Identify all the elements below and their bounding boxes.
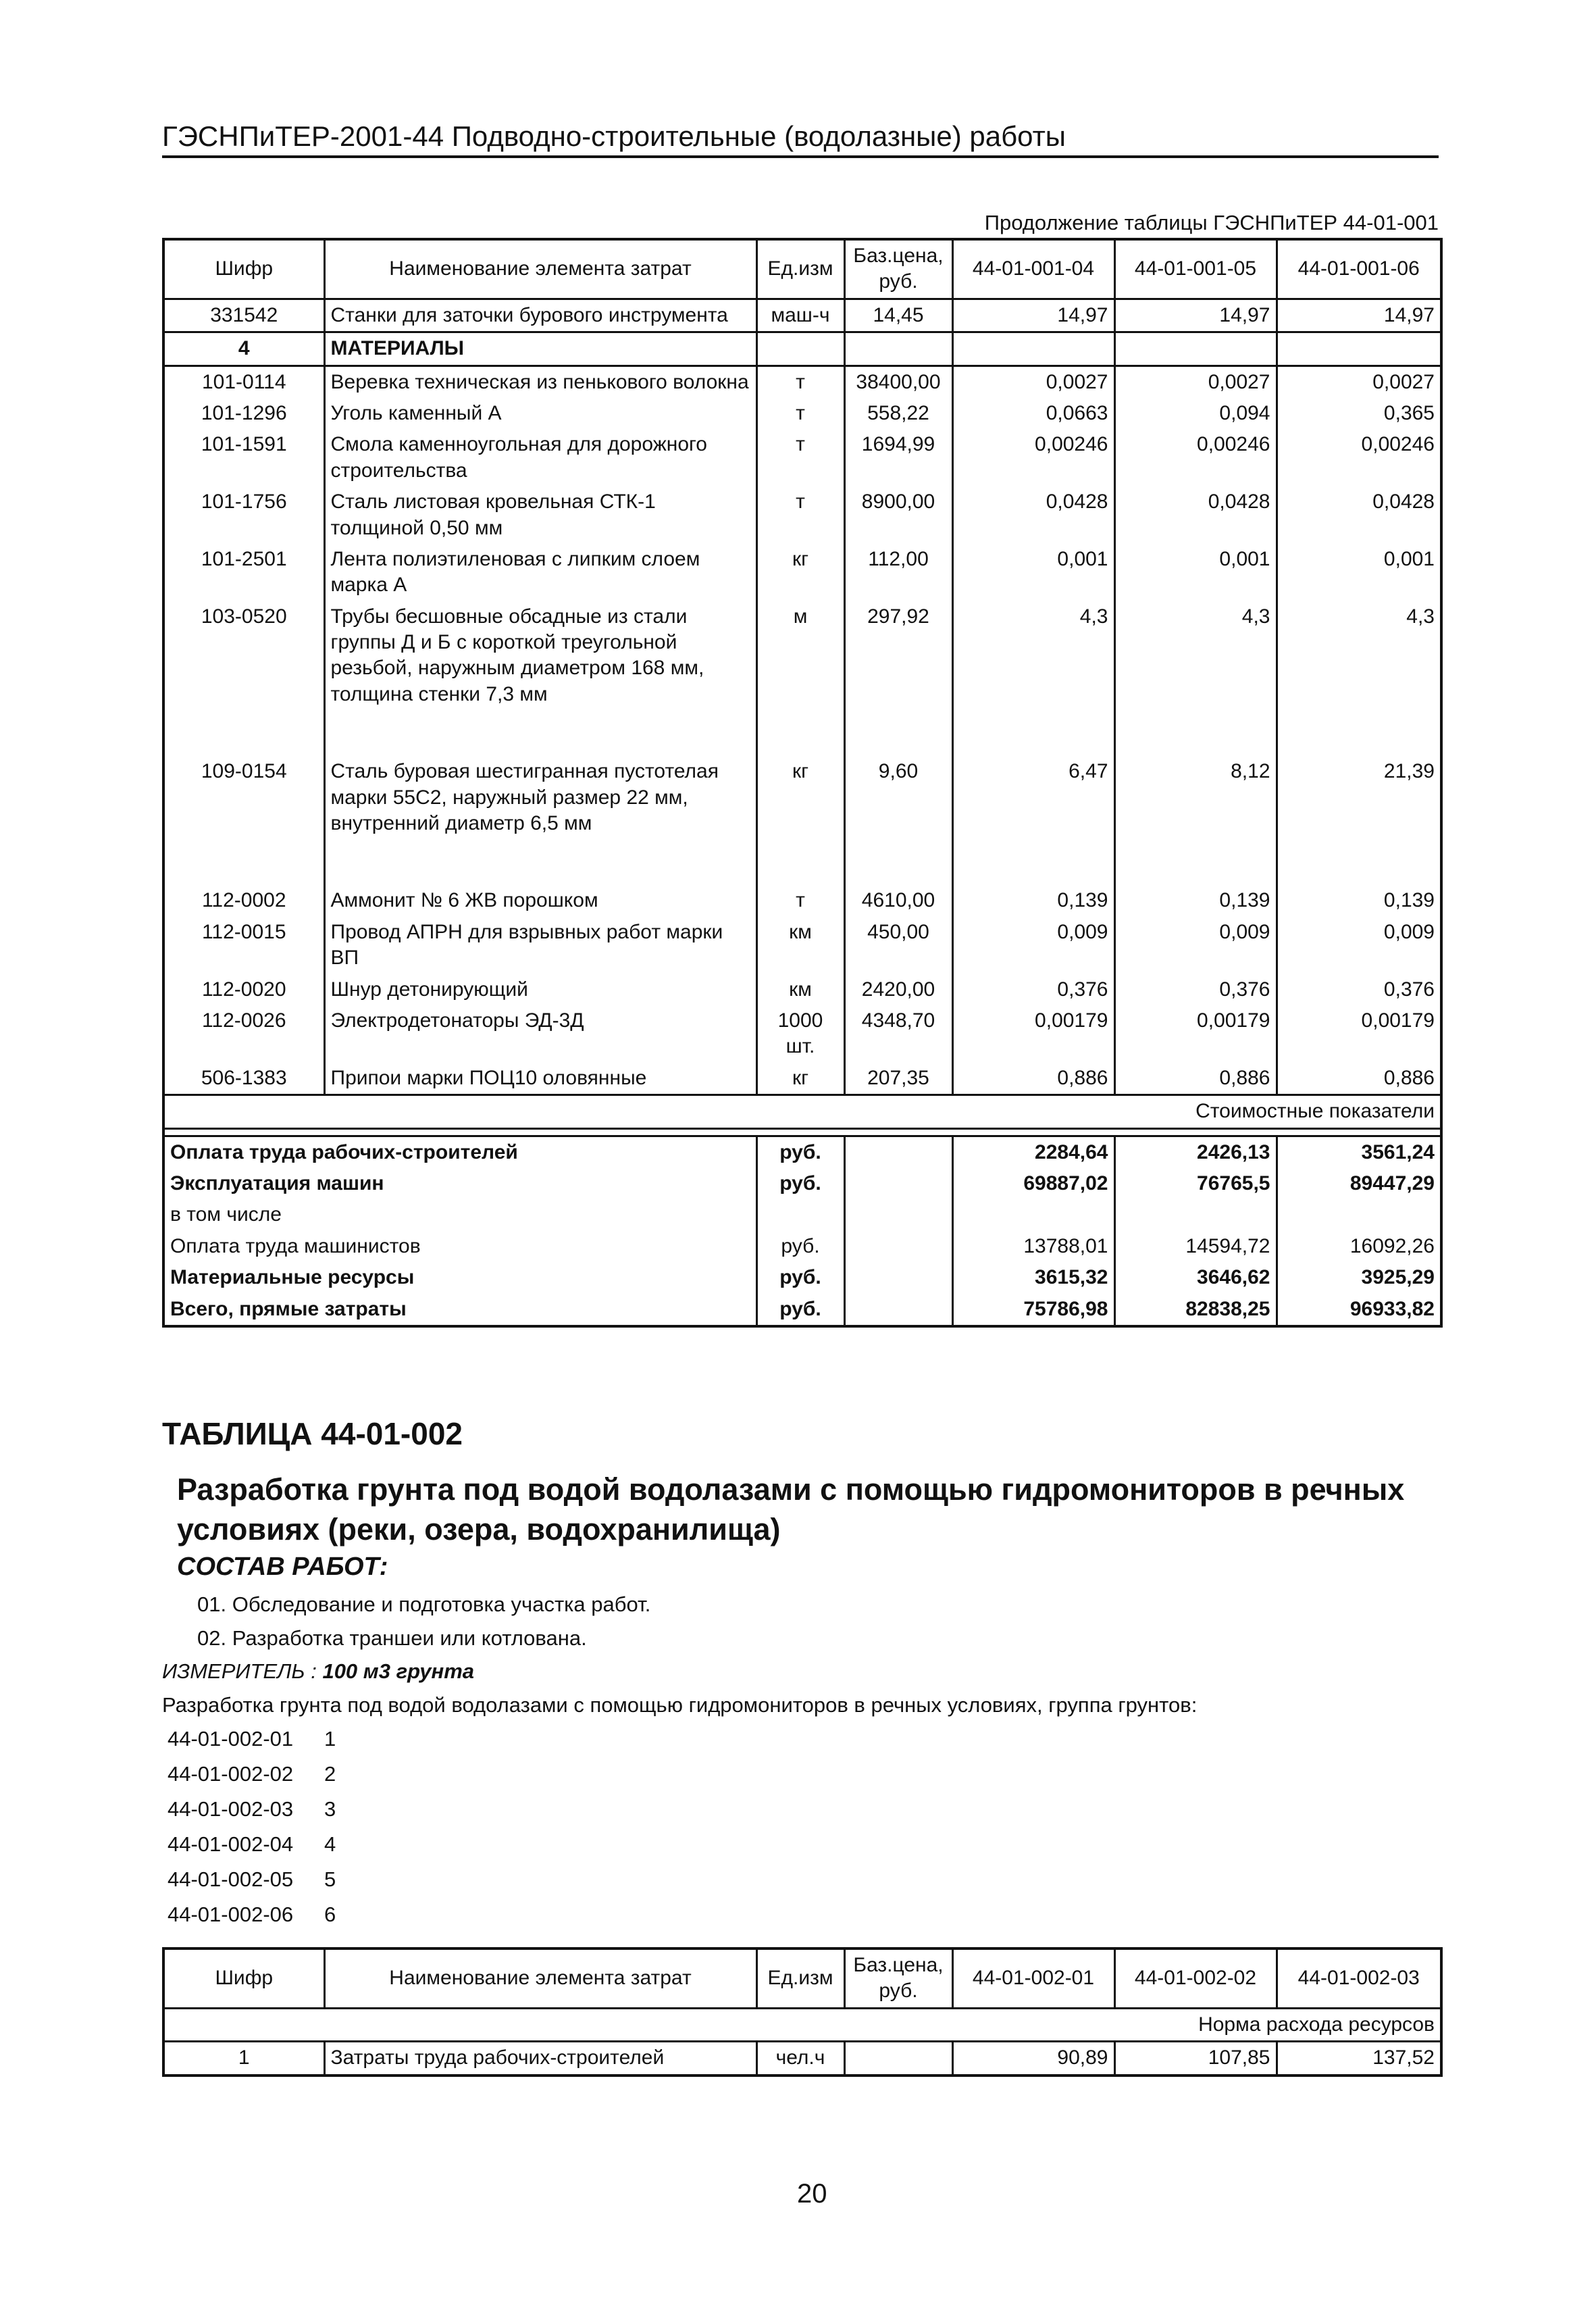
name-cell: Электродетонаторы ЭД-3Д	[324, 1005, 756, 1063]
name-cell: Сталь буровая шестигранная пустотелая марки 55С2, наружный размер 22 мм, внутренний диаметр 6,5 мм	[324, 756, 756, 839]
cost-name-cell: Оплата труда машинистов	[163, 1231, 756, 1262]
value-cell: 0,886	[1114, 1063, 1277, 1095]
measure-line	[162, 1659, 474, 1684]
unit-cell: т	[756, 885, 844, 916]
empty-cell	[844, 1199, 952, 1230]
cost-row	[163, 1168, 1441, 1199]
price-cell: 9,60	[844, 756, 952, 839]
resource-table-44-01-002	[162, 1947, 1443, 2077]
table-title: ТАБЛИЦА 44-01-002	[162, 1416, 463, 1451]
name-cell: Затраты труда рабочих-строителей	[324, 2042, 756, 2076]
code-cell: 103-0520	[163, 601, 324, 711]
unit-cell: т	[756, 486, 844, 544]
cost-row	[163, 1136, 1441, 1168]
table-row	[163, 601, 1441, 711]
empty-cell	[163, 1128, 1441, 1136]
cost-header-row	[163, 1095, 1441, 1128]
code: 44-01-002-05	[168, 1867, 294, 1891]
resource-table-44-01-001	[162, 238, 1443, 1328]
value-cell	[952, 332, 1114, 366]
value-cell: 4,3	[952, 601, 1114, 711]
value-cell: 0,001	[1277, 544, 1441, 601]
page-header: ГЭСНПиТЕР-2001-44 Подводно-строительные (водолазные) работы	[162, 120, 1439, 158]
table-row	[163, 756, 1441, 839]
value-cell: 6,47	[952, 756, 1114, 839]
name-cell: Станки для заточки бурового инструмента	[324, 299, 756, 332]
column-header: Шифр	[163, 239, 324, 299]
column-header: 44-01-001-04	[952, 239, 1114, 299]
column-header: 44-01-002-01	[952, 1948, 1114, 2008]
value-cell: 0,0027	[1277, 366, 1441, 398]
empty-cell	[324, 839, 756, 885]
name-cell: Лента полиэтиленовая с липким слоем марка А	[324, 544, 756, 601]
work-item: 01. Обследование и подготовка участка работ.	[197, 1592, 651, 1616]
code: 44-01-002-03	[168, 1797, 294, 1821]
empty-cell	[756, 839, 844, 885]
column-header: Ед.изм	[756, 1948, 844, 2008]
empty-cell	[1277, 710, 1441, 756]
value-cell: 0,886	[952, 1063, 1114, 1095]
price-cell: 2420,00	[844, 974, 952, 1005]
unit-cell: руб.	[756, 1231, 844, 1262]
soil-group: 5	[324, 1867, 336, 1891]
value-cell: 0,001	[952, 544, 1114, 601]
empty-cell	[163, 839, 324, 885]
value-cell: 69887,02	[952, 1168, 1114, 1199]
code-list	[168, 1727, 336, 1938]
code-cell: 4	[163, 332, 324, 366]
value-cell: 14,97	[952, 299, 1114, 332]
price-cell: 4610,00	[844, 885, 952, 916]
column-header: Шифр	[163, 1948, 324, 2008]
value-cell: 0,00179	[1114, 1005, 1277, 1063]
empty-cell	[844, 1262, 952, 1293]
norm-header-row	[163, 2008, 1441, 2041]
code-cell: 112-0020	[163, 974, 324, 1005]
value-cell: 3561,24	[1277, 1136, 1441, 1168]
code-cell: 101-1756	[163, 486, 324, 544]
code-list-item	[168, 1762, 336, 1797]
name-cell: Смола каменноугольная для дорожного строительства	[324, 429, 756, 486]
name-cell: Сталь листовая кровельная СТК-1 толщиной 0,50 мм	[324, 486, 756, 544]
empty-cell	[1277, 839, 1441, 885]
value-cell: 3615,32	[952, 1262, 1114, 1293]
norm-header: Норма расхода ресурсов	[163, 2008, 1441, 2041]
value-cell: 0,376	[1114, 974, 1277, 1005]
empty-cell	[756, 710, 844, 756]
value-cell: 3925,29	[1277, 1262, 1441, 1293]
measure-label: ИЗМЕРИТЕЛЬ :	[162, 1659, 317, 1683]
intro-text: Разработка грунта под водой водолазами с помощью гидромониторов в речных условиях, группа грунтов:	[162, 1693, 1198, 1717]
value-cell: 0,0428	[952, 486, 1114, 544]
column-header: 44-01-002-03	[1277, 1948, 1441, 2008]
code: 44-01-002-02	[168, 1762, 294, 1786]
value-cell: 4,3	[1277, 601, 1441, 711]
value-cell	[1277, 332, 1441, 366]
soil-group: 4	[324, 1832, 336, 1856]
soil-group: 2	[324, 1762, 336, 1786]
value-cell: 82838,25	[1114, 1294, 1277, 1326]
table-row	[163, 974, 1441, 1005]
unit-cell: 1000 шт.	[756, 1005, 844, 1063]
code-cell: 101-1296	[163, 398, 324, 429]
cost-header: Стоимостные показатели	[163, 1095, 1441, 1128]
code-cell: 101-1591	[163, 429, 324, 486]
unit-cell: руб.	[756, 1294, 844, 1326]
column-header: 44-01-002-02	[1114, 1948, 1277, 2008]
code-cell: 109-0154	[163, 756, 324, 839]
column-header: Ед.изм	[756, 239, 844, 299]
value-cell: 0,00246	[952, 429, 1114, 486]
price-cell	[844, 2042, 952, 2076]
price-cell: 297,92	[844, 601, 952, 711]
column-header: Баз.цена, руб.	[844, 1948, 952, 2008]
empty-cell	[844, 710, 952, 756]
code-cell: 101-0114	[163, 366, 324, 398]
value-cell: 0,094	[1114, 398, 1277, 429]
table-row	[163, 2042, 1441, 2076]
table-caption: Продолжение таблицы ГЭСНПиТЕР 44-01-001	[984, 211, 1439, 234]
value-cell: 2284,64	[952, 1136, 1114, 1168]
table-row	[163, 885, 1441, 916]
value-cell: 16092,26	[1277, 1231, 1441, 1262]
code-cell: 112-0026	[163, 1005, 324, 1063]
code-list-item	[168, 1727, 336, 1762]
cost-name-cell: Оплата труда рабочих-строителей	[163, 1136, 756, 1168]
column-header: Баз.цена, руб.	[844, 239, 952, 299]
code-list-item	[168, 1832, 336, 1867]
table-row	[163, 332, 1441, 366]
cost-name-cell: Материальные ресурсы	[163, 1262, 756, 1293]
value-cell: 0,00179	[1277, 1005, 1441, 1063]
measure-value: 100 м3 грунта	[322, 1659, 475, 1683]
value-cell: 0,365	[1277, 398, 1441, 429]
spacer-row	[163, 710, 1441, 756]
column-header: 44-01-001-05	[1114, 239, 1277, 299]
work-item: 02. Разработка траншеи или котлована.	[197, 1626, 587, 1650]
value-cell: 14,97	[1114, 299, 1277, 332]
price-cell	[844, 332, 952, 366]
empty-cell	[844, 1168, 952, 1199]
price-cell: 1694,99	[844, 429, 952, 486]
name-cell: Трубы бесшовные обсадные из стали группы Д и Б с короткой треугольной резьбой, наружным диаметром 168 мм, толщина стенки 7,3 мм	[324, 601, 756, 711]
column-header: 44-01-001-06	[1277, 239, 1441, 299]
name-cell: Шнур детонирующий	[324, 974, 756, 1005]
name-cell: Уголь каменный А	[324, 398, 756, 429]
value-cell: 0,00246	[1277, 429, 1441, 486]
unit-cell: кг	[756, 756, 844, 839]
unit-cell: руб.	[756, 1168, 844, 1199]
cost-name-cell: Всего, прямые затраты	[163, 1294, 756, 1326]
code-cell: 112-0002	[163, 885, 324, 916]
value-cell	[1114, 332, 1277, 366]
name-cell: Аммонит № 6 ЖВ порошком	[324, 885, 756, 916]
value-cell: 89447,29	[1277, 1168, 1441, 1199]
empty-cell	[844, 1294, 952, 1326]
code-cell: 506-1383	[163, 1063, 324, 1095]
value-cell: 0,00246	[1114, 429, 1277, 486]
soil-group: 3	[324, 1797, 336, 1821]
value-cell: 21,39	[1277, 756, 1441, 839]
value-cell: 0,0027	[1114, 366, 1277, 398]
table-row	[163, 299, 1441, 332]
empty-cell	[844, 839, 952, 885]
name-cell: Провод АПРН для взрывных работ марки ВП	[324, 917, 756, 974]
value-cell: 0,139	[952, 885, 1114, 916]
empty-cell	[163, 710, 324, 756]
code-list-item	[168, 1867, 336, 1903]
name-cell: Веревка техническая из пенькового волокна	[324, 366, 756, 398]
code-list-item	[168, 1797, 336, 1832]
column-header: Наименование элемента затрат	[324, 239, 756, 299]
value-cell: 75786,98	[952, 1294, 1114, 1326]
page-number: 20	[797, 2179, 827, 2209]
value-cell: 0,00179	[952, 1005, 1114, 1063]
code-cell: 1	[163, 2042, 324, 2076]
table-row	[163, 398, 1441, 429]
unit-cell: км	[756, 974, 844, 1005]
empty-cell	[952, 710, 1114, 756]
unit-cell: м	[756, 601, 844, 711]
table-row	[163, 1005, 1441, 1063]
value-cell: 14,97	[1277, 299, 1441, 332]
name-cell: Припои марки ПОЦ10 оловянные	[324, 1063, 756, 1095]
price-cell: 112,00	[844, 544, 952, 601]
unit-cell: т	[756, 429, 844, 486]
table-row	[163, 366, 1441, 398]
unit-cell: маш-ч	[756, 299, 844, 332]
cost-row	[163, 1294, 1441, 1326]
value-cell: 0,009	[1114, 917, 1277, 974]
table-header-row	[163, 239, 1441, 299]
value-cell: 4,3	[1114, 601, 1277, 711]
price-cell: 4348,70	[844, 1005, 952, 1063]
value-cell: 0,0428	[1114, 486, 1277, 544]
empty-cell	[844, 1231, 952, 1262]
value-cell: 76765,5	[1114, 1168, 1277, 1199]
value-cell: 0,139	[1277, 885, 1441, 916]
code-list-item	[168, 1903, 336, 1938]
price-cell: 558,22	[844, 398, 952, 429]
table-row	[163, 429, 1441, 486]
value-cell: 0,139	[1114, 885, 1277, 916]
section-heading: Разработка грунта под водой водолазами с помощью гидромониторов в речных условиях (реки, озера, водохранилища)	[177, 1472, 1405, 1547]
price-cell: 450,00	[844, 917, 952, 974]
code: 44-01-002-01	[168, 1727, 294, 1751]
soil-group: 6	[324, 1903, 336, 1926]
column-header: Наименование элемента затрат	[324, 1948, 756, 2008]
code: 44-01-002-04	[168, 1832, 294, 1856]
empty-cell	[844, 1136, 952, 1168]
value-cell: 90,89	[952, 2042, 1114, 2076]
table-row	[163, 544, 1441, 601]
value-cell	[1277, 1199, 1441, 1230]
work-composition-label: СОСТАВ РАБОТ:	[177, 1553, 388, 1581]
code-cell: 112-0015	[163, 917, 324, 974]
value-cell: 2426,13	[1114, 1136, 1277, 1168]
empty-cell	[1114, 710, 1277, 756]
value-cell: 0,009	[952, 917, 1114, 974]
value-cell: 14594,72	[1114, 1231, 1277, 1262]
value-cell	[1114, 1199, 1277, 1230]
cost-row	[163, 1262, 1441, 1293]
value-cell: 3646,62	[1114, 1262, 1277, 1293]
unit-cell: кг	[756, 544, 844, 601]
spacer-row	[163, 839, 1441, 885]
value-cell: 0,0428	[1277, 486, 1441, 544]
value-cell: 0,009	[1277, 917, 1441, 974]
value-cell	[952, 1199, 1114, 1230]
unit-cell: руб.	[756, 1262, 844, 1293]
unit-cell: чел.ч	[756, 2042, 844, 2076]
price-cell: 14,45	[844, 299, 952, 332]
empty-cell	[952, 839, 1114, 885]
gap-row	[163, 1128, 1441, 1136]
value-cell: 96933,82	[1277, 1294, 1441, 1326]
unit-cell: км	[756, 917, 844, 974]
unit-cell	[756, 332, 844, 366]
unit-cell: руб.	[756, 1136, 844, 1168]
cost-name-cell: в том числе	[163, 1199, 756, 1230]
value-cell: 0,0027	[952, 366, 1114, 398]
value-cell: 137,52	[1277, 2042, 1441, 2076]
table-row	[163, 1063, 1441, 1095]
cost-name-cell: Эксплуатация машин	[163, 1168, 756, 1199]
cost-row	[163, 1231, 1441, 1262]
price-cell: 207,35	[844, 1063, 952, 1095]
value-cell: 107,85	[1114, 2042, 1277, 2076]
code-cell: 331542	[163, 299, 324, 332]
table-row	[163, 486, 1441, 544]
value-cell: 0,001	[1114, 544, 1277, 601]
unit-cell: т	[756, 398, 844, 429]
value-cell: 0,886	[1277, 1063, 1441, 1095]
unit-cell: кг	[756, 1063, 844, 1095]
table-header-row	[163, 1948, 1441, 2008]
empty-cell	[1114, 839, 1277, 885]
value-cell: 13788,01	[952, 1231, 1114, 1262]
table-row	[163, 917, 1441, 974]
value-cell: 0,376	[1277, 974, 1441, 1005]
cost-row	[163, 1199, 1441, 1230]
name-cell: МАТЕРИАЛЫ	[324, 332, 756, 366]
value-cell: 0,0663	[952, 398, 1114, 429]
code-cell: 101-2501	[163, 544, 324, 601]
unit-cell	[756, 1199, 844, 1230]
soil-group: 1	[324, 1727, 336, 1751]
unit-cell: т	[756, 366, 844, 398]
code: 44-01-002-06	[168, 1903, 294, 1926]
price-cell: 8900,00	[844, 486, 952, 544]
value-cell: 0,376	[952, 974, 1114, 1005]
price-cell: 38400,00	[844, 366, 952, 398]
value-cell: 8,12	[1114, 756, 1277, 839]
empty-cell	[324, 710, 756, 756]
